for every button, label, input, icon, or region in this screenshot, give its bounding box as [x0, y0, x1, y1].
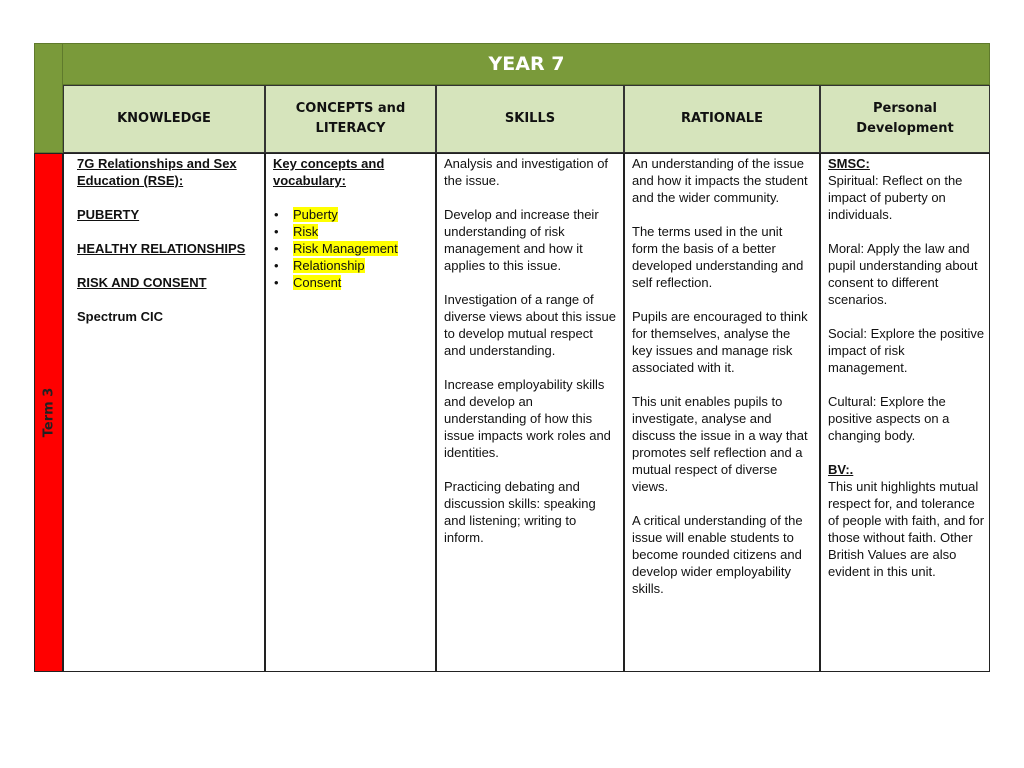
year-title: YEAR 7 [488, 53, 565, 75]
header-personal-line2: Development [856, 121, 954, 136]
skills-paragraph: Analysis and investigation of the issue. [444, 156, 609, 188]
rationale-paragraph: This unit enables pupils to investigate, analyse and discuss the issue in a way that promotes self reflection and a mutual respect of diverse views. [632, 394, 808, 494]
smsc-spiritual: Spiritual: Reflect on the impact of puberty on individuals. [828, 173, 963, 222]
knowledge-puberty: PUBERTY [77, 207, 140, 222]
header-skills-label: SKILLS [504, 111, 556, 126]
vocab-list [273, 206, 429, 291]
rationale-cell [624, 153, 820, 672]
term-label-wrap [34, 153, 63, 672]
concepts-cell [265, 153, 436, 672]
knowledge-spectrum: Spectrum CIC [77, 309, 163, 324]
skills-paragraph: Increase employability skills and develop an understanding of how this issue impacts work roles and identities. [444, 377, 611, 460]
skills-paragraph: Develop and increase their understanding of risk management and how it applies to this issue. [444, 207, 599, 273]
concepts-heading: Key concepts and vocabulary: [273, 156, 385, 188]
smsc-heading: SMSC: [828, 156, 870, 171]
header-concepts-line2: LITERACY [315, 121, 386, 136]
header-knowledge [63, 85, 265, 153]
vocab-item [273, 206, 429, 223]
vocab-item-label: Relationship [293, 258, 365, 273]
bv-text: This unit highlights mutual respect for, and tolerance of people with faith, and for those without faith. Other British Values are also evident in this unit. [828, 479, 985, 579]
header-skills [436, 85, 624, 153]
knowledge-risk: RISK AND CONSENT [77, 275, 207, 290]
knowledge-cell [63, 153, 265, 672]
rationale-paragraph: Pupils are encouraged to think for themselves, analyse the key issues and manage risk associated with it. [632, 309, 808, 375]
header-personal [820, 85, 990, 153]
corner-cell [34, 43, 63, 153]
smsc-cultural: Cultural: Explore the positive aspects on a changing body. [828, 394, 950, 443]
smsc-social: Social: Explore the positive impact of risk management. [828, 326, 985, 375]
skills-cell [436, 153, 624, 672]
knowledge-heading: 7G Relationships and Sex Education (RSE): [77, 156, 237, 188]
personal-cell [820, 153, 990, 672]
header-concepts-line1: CONCEPTS and [295, 101, 406, 116]
vocab-item-label: Risk Management [293, 241, 398, 256]
rationale-paragraph: An understanding of the issue and how it impacts the student and the wider community. [632, 156, 808, 205]
skills-paragraph: Investigation of a range of diverse views about this issue to develop mutual respect and understanding. [444, 292, 616, 358]
rationale-paragraph: A critical understanding of the issue will enable students to become rounded citizens and develop wider employability skills. [632, 513, 803, 596]
vocab-item-label: Puberty [293, 207, 338, 222]
skills-paragraph: Practicing debating and discussion skills: speaking and listening; writing to inform. [444, 479, 596, 545]
header-personal-line1: Personal [873, 101, 937, 116]
header-rationale-label: RATIONALE [681, 111, 763, 126]
vocab-item [273, 223, 429, 240]
vocab-item [273, 240, 429, 257]
term-label: Term 3 [41, 387, 56, 438]
bv-heading: BV:. [828, 462, 854, 477]
rationale-paragraph: The terms used in the unit form the basis of a better developed understanding and self reflection. [632, 224, 804, 290]
vocab-item [273, 257, 429, 274]
vocab-item-label: Consent [293, 275, 342, 290]
knowledge-healthy: HEALTHY RELATIONSHIPS [77, 241, 246, 256]
header-rationale [624, 85, 820, 153]
smsc-moral: Moral: Apply the law and pupil understanding about consent to different scenarios. [828, 241, 978, 307]
vocab-item [273, 274, 429, 291]
header-knowledge-label: KNOWLEDGE [117, 111, 211, 126]
vocab-item-label: Risk [293, 224, 319, 239]
header-concepts [265, 85, 436, 153]
